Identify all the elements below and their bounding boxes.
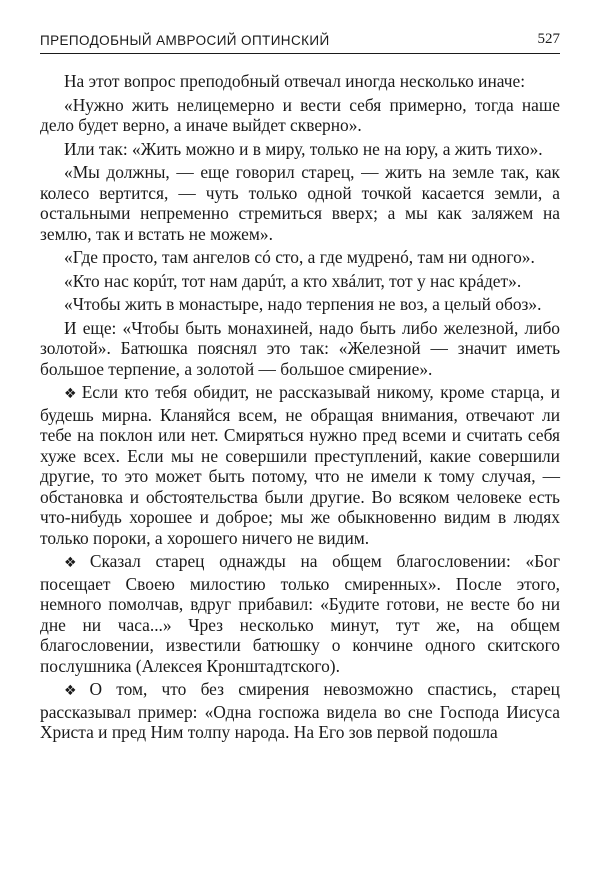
paragraph: «Где просто, там ангелов сó сто, а где мудренó, там ни одного».	[64, 247, 535, 267]
paragraph: На этот вопрос преподобный отвечал иногда несколько иначе:	[64, 71, 526, 91]
paragraph: И еще: «Чтобы быть монахиней, надо быть либо железной, либо золотой». Батюшка пояснял это так: «Железной — значит иметь большое терпение, а золотой — большое смирение».	[40, 317, 560, 379]
page-body	[40, 71, 560, 743]
running-head: ПРЕПОДОБНЫЙ АМВРОСИЙ ОПТИНСКИЙ	[40, 33, 330, 48]
page-header	[40, 26, 560, 48]
header-rule	[40, 53, 560, 54]
paragraph: «Мы должны, — еще говорил старец, — жить на земле так, как колесо вертится, — чуть только одной точкой касается земли, а остальными непременно стремиться вверх; а мы как заляжем на землю, так и встать не можем».	[40, 162, 560, 244]
paragraph: ❖ Сказал старец однажды на общем благословении: «Бог посещает Своею милостию только смиренных». После этого, немного помолчав, вдруг прибавил: «Будите готови, не весте бо ни дне ни часа...» Чрез несколько минут, тут же, на общем благословении, известили батюшку о кончине одного скитского послушника (Алексея Кронштадтского).	[40, 551, 560, 676]
paragraph: «Нужно жить нелицемерно и вести себя примерно, тогда наше дело будет верно, а иначе выйдет скверно».	[40, 94, 560, 135]
paragraph: Или так: «Жить можно и в миру, только не на юру, а жить тихо».	[64, 138, 543, 159]
fleuron-bullet-icon: ❖	[64, 555, 87, 571]
paragraph: ❖ О том, что без смирения невозможно спастись, старец рассказывал пример: «Одна госпожа видела во сне Господа Иисуса Христа и пред Ним толпу народа. На Его зов первой подошла	[40, 679, 560, 742]
paragraph: «Чтобы жить в монастыре, надо терпения не воз, а целый обоз».	[64, 294, 542, 314]
paragraph: «Кто нас корúт, тот нам дарúт, а кто хвáлит, тот у нас крáдет».	[64, 270, 522, 291]
page-number: 527	[537, 31, 560, 47]
paragraph: ❖ Если кто тебя обидит, не рассказывай никому, кроме старца, и будешь мирна. Кланяйся всем, не обращая внимания, отвечают ли тебе на поклон или нет. Смиряться нужно пред всеми и считать себя хуже всех. Если мы не совершили преступлений, какие совершили другие, то это может быть потому, что не имели к тому случая, — обстановка и обстоятельства были другие. Во всяком человеке есть что-нибудь хорошее и доброе; мы же обыкновенно видим в людях только пороки, а хорошего ничего не видим.	[40, 382, 560, 548]
fleuron-bullet-icon: ❖	[64, 683, 87, 699]
fleuron-bullet-icon: ❖	[64, 386, 79, 402]
